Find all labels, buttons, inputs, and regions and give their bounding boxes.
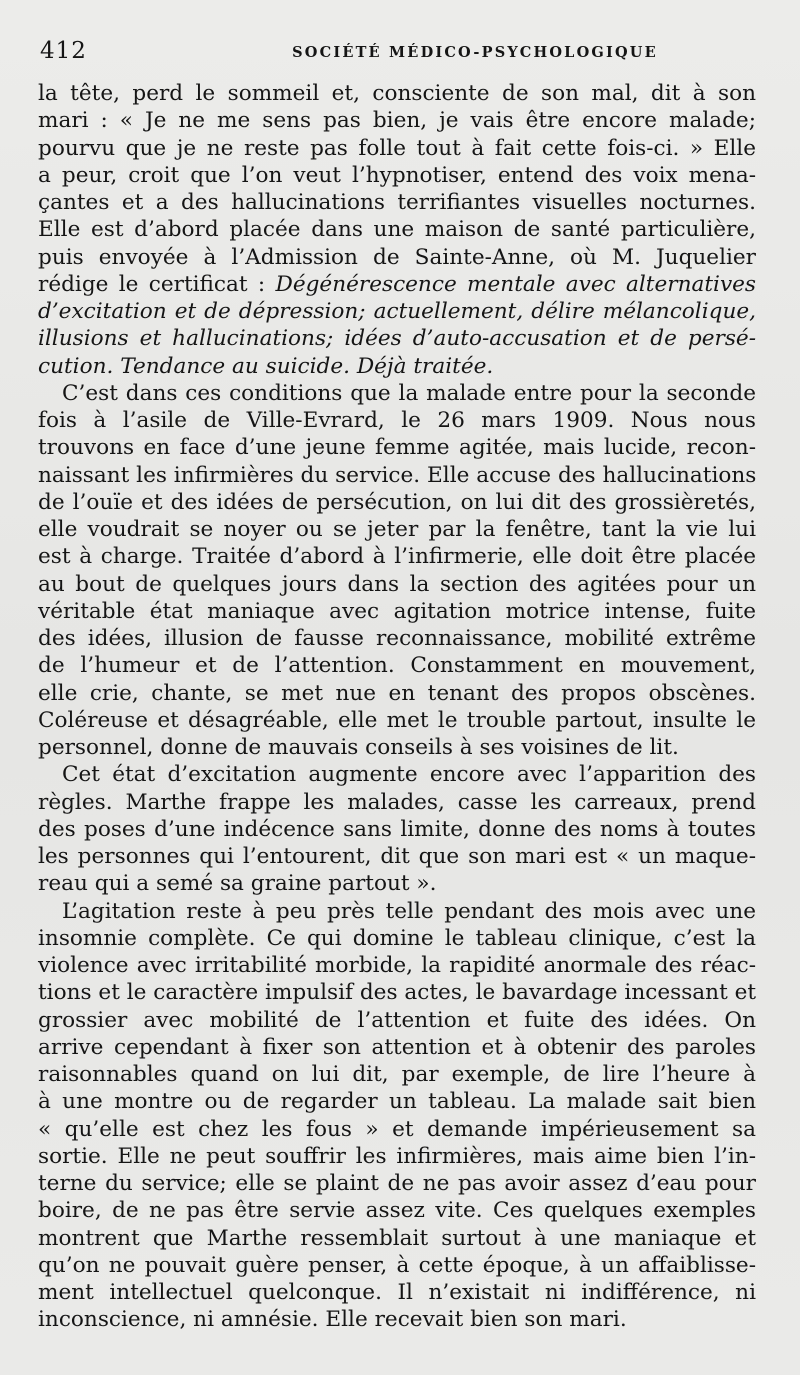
text-line: puis envoyée à l’Admission de Sainte-Anne, où M. Juquelier (38, 244, 756, 270)
text-line: ment intellectuel quelconque. Il n’existait ni indifférence, ni (38, 1280, 756, 1305)
text-line-italic: illusions et hallucinations; idées d’auto-accusation et de persé- (38, 326, 756, 352)
text-line: tions et le caractère impulsif des actes, le bavardage incessant et (38, 980, 757, 1006)
text-line: de l’ouïe et des idées de persécution, on lui dit des grossièretés, (38, 489, 756, 515)
text-line: reau qui a semé sa graine partout ». (38, 871, 437, 897)
text-line: de l’humeur et de l’attention. Constamment en mouvement, (38, 653, 756, 679)
text-line: la tête, perd le sommeil et, consciente de son mal, dit à son (38, 81, 756, 106)
text-line: pourvu que je ne reste pas folle tout à fait cette fois-ci. » Elle (38, 135, 756, 161)
text-line: est à charge. Traitée d’abord à l’infirmerie, elle doit être placée (38, 544, 756, 570)
text-line: a peur, croit que l’on veut l’hypnotiser, entend des voix mena- (38, 162, 756, 188)
text-line: raisonnables quand on lui dit, par exemple, de lire l’heure à (38, 1062, 756, 1087)
text-line: elle voudrait se noyer ou se jeter par la fenêtre, tant la vie lui (38, 517, 756, 542)
text-line-italic: cution. Tendance au suicide. Déjà traitée. (38, 353, 494, 379)
text-line-roman: rédige le certificat : (38, 271, 276, 297)
text-line: des idées, illusion de fausse reconnaissance, mobilité extrême (38, 626, 756, 651)
text-line: terne du service; elle se plaint de ne pas avoir assez d’eau pour (38, 1171, 756, 1196)
text-line: règles. Marthe frappe les malades, casse les carreaux, prend (38, 789, 756, 815)
text-line: véritable état maniaque avec agitation motrice intense, fuite (38, 598, 756, 624)
page-number: 412 (40, 38, 87, 64)
text-line: Coléreuse et désagréable, elle met le trouble partout, insulte le (38, 707, 756, 733)
text-line: à une montre ou de regarder un tableau. La malade sait bien (38, 1089, 756, 1115)
text-line: inconscience, ni amnésie. Elle recevait bien son mari. (38, 1307, 627, 1333)
text-line: L’agitation reste à peu près telle pendant des mois avec une (62, 898, 756, 924)
text-line: les personnes qui l’entourent, dit que son mari est « un maque- (38, 844, 756, 869)
text-line: arrive cependant à fixer son attention et à obtenir des paroles (38, 1034, 756, 1060)
text-line: fois à l’asile de Ville-Evrard, le 26 mars 1909. Nous nous (38, 408, 756, 433)
text-line: personnel, donne de mauvais conseils à ses voisines de lit. (38, 735, 679, 760)
text-line: naissant les infirmières du service. Elle accuse des hallucinations (38, 462, 757, 488)
text-line-italic: Dégénérescence mentale avec alternatives (275, 271, 756, 297)
running-head: SOCIÉTÉ MÉDICO-PSYCHOLOGIQUE (292, 44, 658, 61)
body-text (38, 80, 756, 1334)
text-line: trouvons en face d’une jeune femme agitée, mais lucide, recon- (38, 435, 756, 461)
text-line: Cet état d’excitation augmente encore avec l’apparition des (62, 762, 756, 788)
text-line: elle crie, chante, se met nue en tenant des propos obscènes. (38, 680, 756, 706)
text-line: montrent que Marthe ressemblait surtout à une maniaque et (38, 1225, 756, 1251)
text-line: boire, de ne pas être servie assez vite. Ces quelques exemples (38, 1198, 756, 1224)
text-line: mari : « Je ne me sens pas bien, je vais être encore malade; (38, 108, 756, 134)
text-line: des poses d’une indécence sans limite, donne des noms à toutes (38, 816, 756, 842)
text-line: çantes et a des hallucinations terrifiantes visuelles nocturnes. (38, 190, 756, 215)
page-header (36, 34, 764, 70)
text-line: qu’on ne pouvait guère penser, à cette époque, à un affaiblisse- (38, 1252, 756, 1278)
text-line: C’est dans ces conditions que la malade entre pour la seconde (62, 380, 756, 406)
text-line: sortie. Elle ne peut souffrir les infirmières, mais aime bien l’in- (38, 1143, 756, 1169)
text-line (38, 271, 756, 298)
text-line: violence avec irritabilité morbide, la rapidité anormale des réac- (38, 953, 756, 978)
text-line-italic: d’excitation et de dépression; actuellement, délire mélancolique, (38, 299, 756, 324)
text-line: « qu’elle est chez les fous » et demande impérieusement sa (38, 1116, 756, 1142)
text-line: au bout de quelques jours dans la section des agitées pour un (38, 571, 756, 597)
text-line: insomnie complète. Ce qui domine le tableau clinique, c’est la (38, 925, 756, 951)
text-line: grossier avec mobilité de l’attention et fuite des idées. On (38, 1007, 756, 1033)
text-line: Elle est d’abord placée dans une maison de santé particulière, (38, 217, 756, 243)
